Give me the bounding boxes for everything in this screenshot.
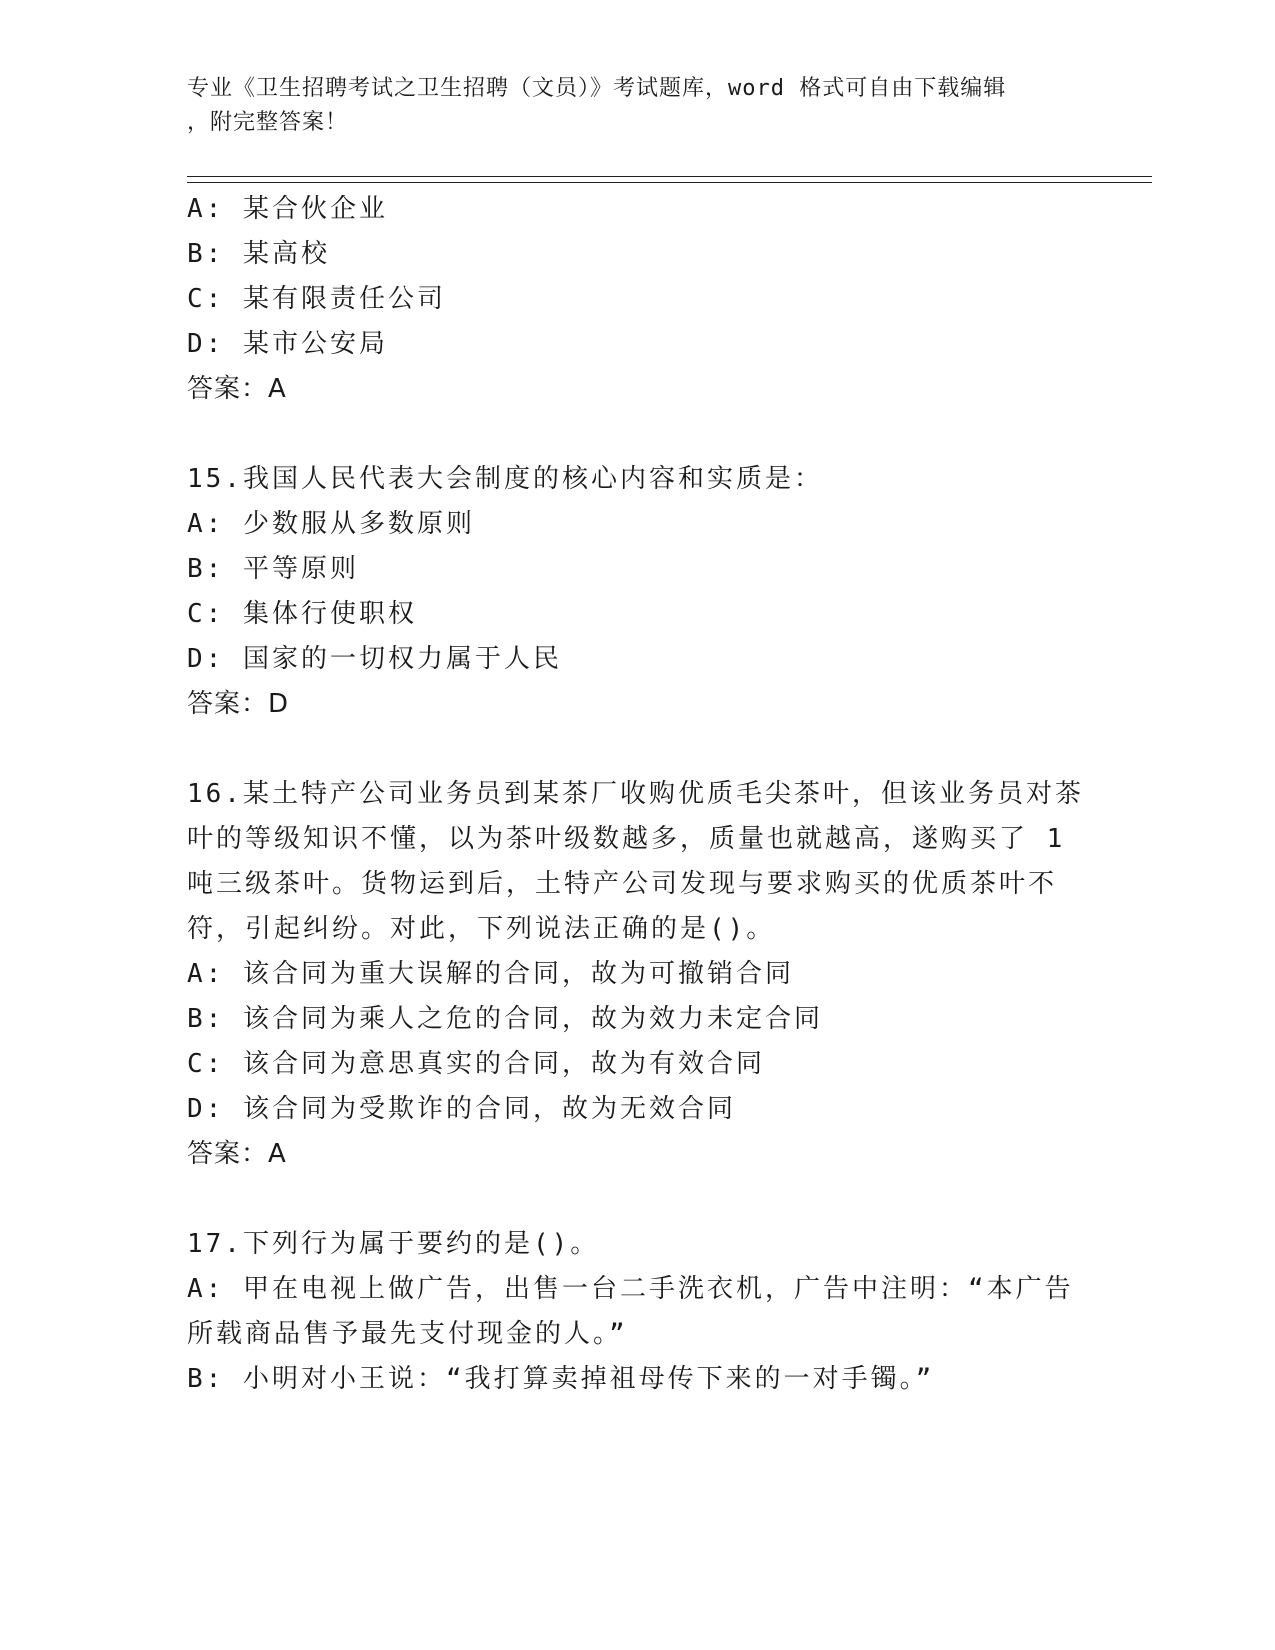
q17-option-a-line-1: A: 甲在电视上做广告，出售一台二手洗衣机，广告中注明：“本广告 [187, 1274, 1074, 1304]
q15-option-b: B: 平等原则 [187, 554, 359, 584]
q16-answer: 答案：A [187, 1139, 287, 1169]
document-header [187, 72, 1067, 140]
q16-stem-line-1: 16.某土特产公司业务员到某茶厂收购优质毛尖茶叶，但该业务员对茶 [187, 779, 1084, 809]
q16-option-b: B: 该合同为乘人之危的合同，故为效力未定合同 [187, 1004, 823, 1034]
q14-option-b: B: 某高校 [187, 239, 330, 269]
q14-option-d: D: 某市公安局 [187, 329, 388, 359]
header-divider-top [187, 176, 1152, 177]
q16-stem-line-4: 符，引起纠纷。对此，下列说法正确的是()。 [187, 914, 776, 944]
q15-stem: 15.我国人民代表大会制度的核心内容和实质是： [187, 464, 823, 494]
q16-option-d: D: 该合同为受欺诈的合同，故为无效合同 [187, 1094, 736, 1124]
q16-option-a: A: 该合同为重大误解的合同，故为可撤销合同 [187, 959, 794, 989]
q17-option-a-line-2: 所载商品售予最先支付现金的人。” [187, 1319, 628, 1349]
q15-answer: 答案：D [187, 689, 290, 719]
q16-stem-line-2: 叶的等级知识不懂，以为茶叶级数越多，质量也就越高，遂购买了 1 [187, 824, 1066, 854]
q16-stem-line-3: 吨三级茶叶。货物运到后，土特产公司发现与要求购买的优质茶叶不 [187, 869, 1058, 899]
header-line-2: ，附完整答案！ [187, 110, 349, 135]
q14-answer: 答案：A [187, 374, 287, 404]
header-divider-bottom [187, 182, 1152, 183]
q14-option-a: A: 某合伙企业 [187, 194, 388, 224]
q15-option-c: C: 集体行使职权 [187, 599, 417, 629]
header-line-1: 专业《卫生招聘考试之卫生招聘（文员）》考试题库，word 格式可自由下载编辑 [187, 76, 1007, 101]
q16-option-c: C: 该合同为意思真实的合同，故为有效合同 [187, 1049, 765, 1079]
q15-option-a: A: 少数服从多数原则 [187, 509, 475, 539]
q14-option-c: C: 某有限责任公司 [187, 284, 446, 314]
q17-stem: 17.下列行为属于要约的是()。 [187, 1229, 600, 1259]
q17-option-b: B: 小明对小王说：“我打算卖掉祖母传下来的一对手镯。” [187, 1364, 935, 1394]
q15-option-d: D: 国家的一切权力属于人民 [187, 644, 562, 674]
